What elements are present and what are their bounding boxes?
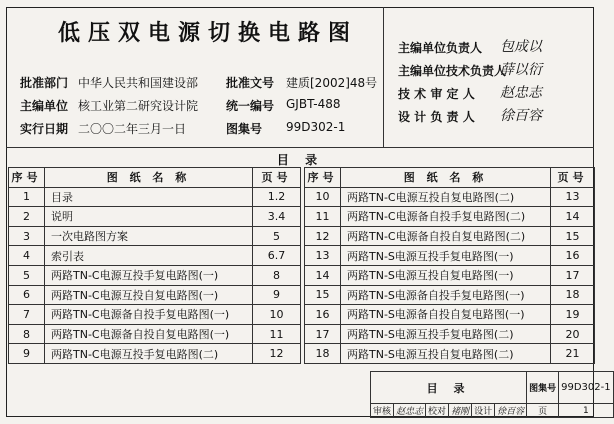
- row-number: 9: [9, 344, 45, 364]
- header-divider: [383, 7, 384, 147]
- row-drawing-name: 两路TN-S电源互投手复电路图(一): [341, 246, 551, 266]
- table-row: [305, 226, 595, 246]
- editor-label: 主编单位: [20, 99, 69, 113]
- row-drawing-name: 两路TN-C电源备自投自复电路图(二): [341, 226, 551, 246]
- row-number: 18: [305, 344, 341, 364]
- row-page: 13: [551, 187, 595, 207]
- index-table-left: [8, 167, 301, 364]
- table-row: [305, 344, 595, 364]
- row-page: 19: [551, 305, 595, 325]
- row-drawing-name: 两路TN-C电源备自投手复电路图(二): [341, 207, 551, 227]
- row-page: 9: [253, 285, 301, 305]
- row-number: 4: [9, 246, 45, 266]
- table-row: [9, 207, 301, 227]
- row-number: 15: [305, 285, 341, 305]
- approval-dept-value: 中华人民共和国建设部: [78, 76, 199, 90]
- atlas-label: 图集号: [226, 122, 263, 136]
- page-title: 低压双电源切换电路图: [58, 20, 359, 46]
- table-row: [9, 187, 301, 207]
- table-row: [9, 246, 301, 266]
- row-page: 20: [551, 324, 595, 344]
- approval-doc-label: 批准文号: [226, 76, 275, 90]
- row-number: 14: [305, 265, 341, 285]
- table-row: [9, 226, 301, 246]
- row-number: 7: [9, 305, 45, 325]
- row-number: 16: [305, 305, 341, 325]
- designer-signature: 徐百容: [500, 108, 542, 124]
- review-signature: 赵忠志: [394, 404, 426, 418]
- row-drawing-name: 两路TN-C电源备自投手复电路图(一): [45, 305, 253, 325]
- table-row: [9, 265, 301, 285]
- table-row: [305, 305, 595, 325]
- row-drawing-name: 索引表: [45, 246, 253, 266]
- row-number: 10: [305, 187, 341, 207]
- reviewer-label: 技 术 审 定 人: [398, 87, 475, 101]
- design-signature: 徐百容: [495, 404, 527, 418]
- header-page: 页号: [253, 168, 301, 188]
- row-number: 5: [9, 265, 45, 285]
- row-drawing-name: 两路TN-C电源互投自复电路图(二): [341, 187, 551, 207]
- row-number: 3: [9, 226, 45, 246]
- row-number: 6: [9, 285, 45, 305]
- row-page: 10: [253, 305, 301, 325]
- row-drawing-name: 两路TN-S电源互投自复电路图(二): [341, 344, 551, 364]
- code-label: 统一编号: [226, 99, 275, 113]
- approval-doc-value: 建质[2002]48号: [286, 76, 378, 90]
- index-table-right: [304, 167, 595, 364]
- row-page: 3.4: [253, 207, 301, 227]
- table-row: [305, 265, 595, 285]
- table-row: [9, 285, 301, 305]
- table-row: [305, 324, 595, 344]
- row-drawing-name: 目录: [45, 187, 253, 207]
- row-page: 1.2: [253, 187, 301, 207]
- row-number: 17: [305, 324, 341, 344]
- row-page: 16: [551, 246, 595, 266]
- title-block: [370, 371, 611, 417]
- row-number: 13: [305, 246, 341, 266]
- review-label: 审核: [371, 404, 394, 418]
- header-name: 图 纸 名 称: [45, 168, 253, 188]
- table-row: [305, 285, 595, 305]
- atlas-value: 99D302-1: [286, 120, 346, 134]
- row-drawing-name: 两路TN-C电源互投自复电路图(一): [45, 285, 253, 305]
- row-page: 6.7: [253, 246, 301, 266]
- check-label: 校对: [426, 404, 449, 418]
- row-drawing-name: 两路TN-C电源备自投自复电路图(一): [45, 324, 253, 344]
- title-block-name: 目 录: [371, 372, 527, 404]
- row-page: 14: [551, 207, 595, 227]
- table-row: [305, 187, 595, 207]
- page-label: 页: [527, 404, 559, 418]
- table-row: [305, 246, 595, 266]
- date-value: 二〇〇二年三月一日: [78, 122, 187, 136]
- date-label: 实行日期: [20, 122, 69, 136]
- table-row: [305, 207, 595, 227]
- table-row: [9, 324, 301, 344]
- row-page: 18: [551, 285, 595, 305]
- row-drawing-name: 两路TN-C电源互投手复电路图(一): [45, 265, 253, 285]
- row-page: 15: [551, 226, 595, 246]
- header-no: 序号: [305, 168, 341, 188]
- row-page: 17: [551, 265, 595, 285]
- row-number: 8: [9, 324, 45, 344]
- manager-chief-signature: 包成以: [500, 39, 542, 55]
- row-page: 11: [253, 324, 301, 344]
- table-row: [9, 305, 301, 325]
- reviewer-signature: 赵忠志: [500, 85, 542, 101]
- manager-chief-label: 主编单位负责人: [398, 41, 483, 55]
- row-drawing-name: 两路TN-C电源互投手复电路图(二): [45, 344, 253, 364]
- index-title: 目 录: [276, 153, 324, 167]
- design-label: 设计: [472, 404, 495, 418]
- row-number: 2: [9, 207, 45, 227]
- row-drawing-name: 两路TN-S电源备自投手复电路图(一): [341, 285, 551, 305]
- row-drawing-name: 说明: [45, 207, 253, 227]
- page-value: 1: [559, 404, 613, 418]
- editor-value: 核工业第二研究设计院: [78, 99, 199, 113]
- table-row: [9, 344, 301, 364]
- manager-tech-signature: 薛以衍: [500, 62, 542, 78]
- row-page: 5: [253, 226, 301, 246]
- approval-dept-label: 批准部门: [20, 76, 69, 90]
- row-number: 11: [305, 207, 341, 227]
- header-page: 页号: [551, 168, 595, 188]
- row-page: 12: [253, 344, 301, 364]
- index-header-row: [9, 168, 301, 188]
- row-page: 8: [253, 265, 301, 285]
- title-block-atlas-value: 99D302-1: [559, 372, 613, 404]
- designer-label: 设 计 负 责 人: [398, 110, 475, 124]
- row-page: 21: [551, 344, 595, 364]
- index-header-row: [305, 168, 595, 188]
- row-number: 1: [9, 187, 45, 207]
- check-signature: 褚刚: [449, 404, 472, 418]
- row-drawing-name: 两路TN-S电源互投手复电路图(二): [341, 324, 551, 344]
- header-name: 图 纸 名 称: [341, 168, 551, 188]
- row-drawing-name: 两路TN-S电源备自投自复电路图(一): [341, 305, 551, 325]
- header-no: 序号: [9, 168, 45, 188]
- row-number: 12: [305, 226, 341, 246]
- header-bottom-rule: [6, 147, 594, 148]
- manager-tech-label: 主编单位技术负责人: [398, 64, 507, 78]
- title-block-atlas-label: 图集号: [527, 372, 559, 404]
- code-value: GJBT-488: [286, 97, 341, 111]
- row-drawing-name: 两路TN-S电源互投自复电路图(一): [341, 265, 551, 285]
- row-drawing-name: 一次电路图方案: [45, 226, 253, 246]
